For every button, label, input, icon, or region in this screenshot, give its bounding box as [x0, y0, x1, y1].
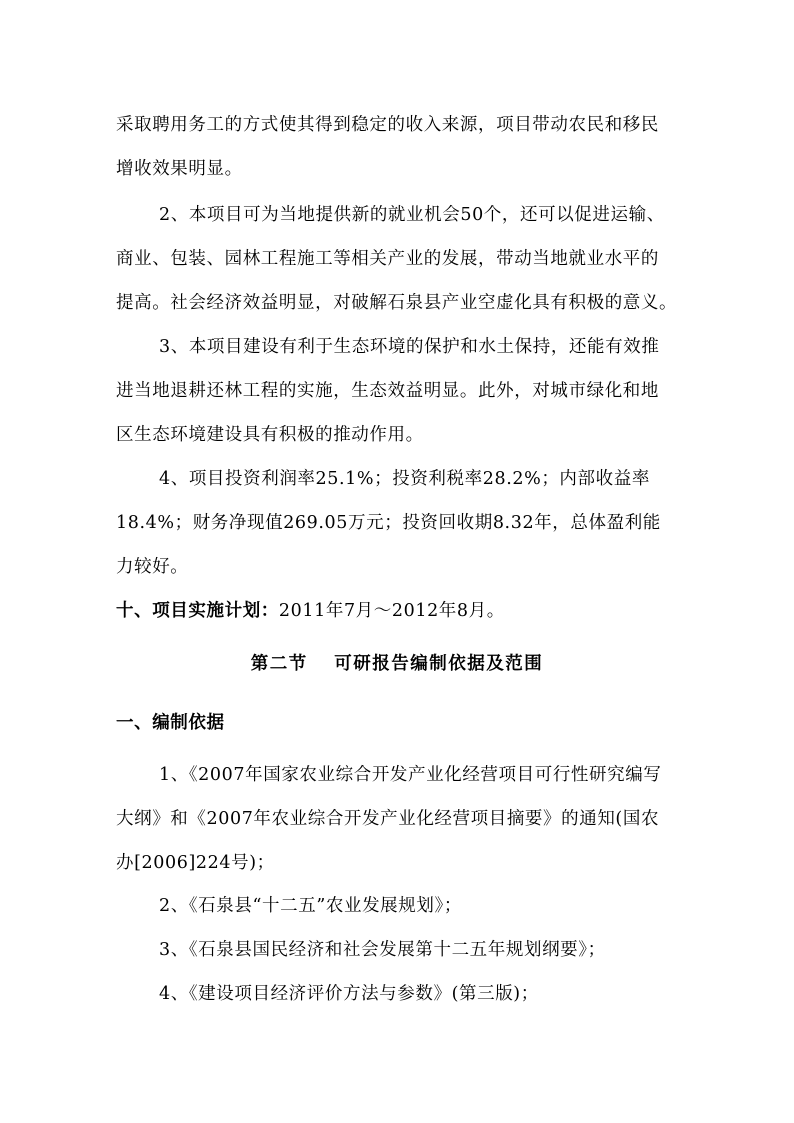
body-line: 3、本项目建设有利于生态环境的保护和水土保持，还能有效推 — [159, 337, 660, 357]
body-line: 提高。社会经济效益明显，对破解石泉县产业空虚化具有积极的意义。 — [116, 293, 678, 313]
body-line: 2、本项目可为当地提供新的就业机会50个，还可以促进运输、 — [159, 205, 665, 225]
basis-line: 4、《建设项目经济评价方法与参数》(第三版)； — [159, 984, 539, 1004]
basis-line: 办[2006]224号)； — [116, 853, 275, 873]
body-line: 商业、包装、园林工程施工等相关产业的发展，带动当地就业水平的 — [116, 249, 659, 269]
body-line: 4、项目投资利润率25.1%；投资利税率28.2%；内部收益率 — [159, 469, 650, 489]
body-line: 增收效果明显。 — [116, 159, 243, 179]
section-title: 第二节 可研报告编制依据及范围 — [250, 654, 544, 674]
body-line: 采取聘用务工的方式使其得到稳定的收入来源，项目带动农民和移民 — [116, 115, 659, 135]
basis-line: 2、《石泉县“十二五”农业发展规划》； — [159, 896, 462, 916]
body-line: 18.4%；财务净现值269.05万元；投资回收期8.32年，总体盈利能 — [116, 513, 661, 533]
basis-line: 1、《2007年国家农业综合开发产业化经营项目可行性研究编写 — [159, 765, 662, 785]
basis-line: 3、《石泉县国民经济和社会发展第十二五年规划纲要》； — [159, 940, 606, 960]
section-10-line — [116, 599, 505, 623]
section-10-value: 2011年7月～2012年8月。 — [278, 601, 505, 621]
body-line: 进当地退耕还林工程的实施，生态效益明显。此外，对城市绿化和地 — [116, 381, 659, 401]
subheading: 一、编制依据 — [116, 713, 225, 733]
body-line: 区生态环境建设具有积极的推动作用。 — [116, 425, 424, 445]
body-line: 力较好。 — [116, 557, 189, 577]
section-10-label: 十、项目实施计划： — [116, 601, 279, 621]
basis-line: 大纲》和《2007年农业综合开发产业化经营项目摘要》的通知(国农 — [116, 809, 660, 829]
